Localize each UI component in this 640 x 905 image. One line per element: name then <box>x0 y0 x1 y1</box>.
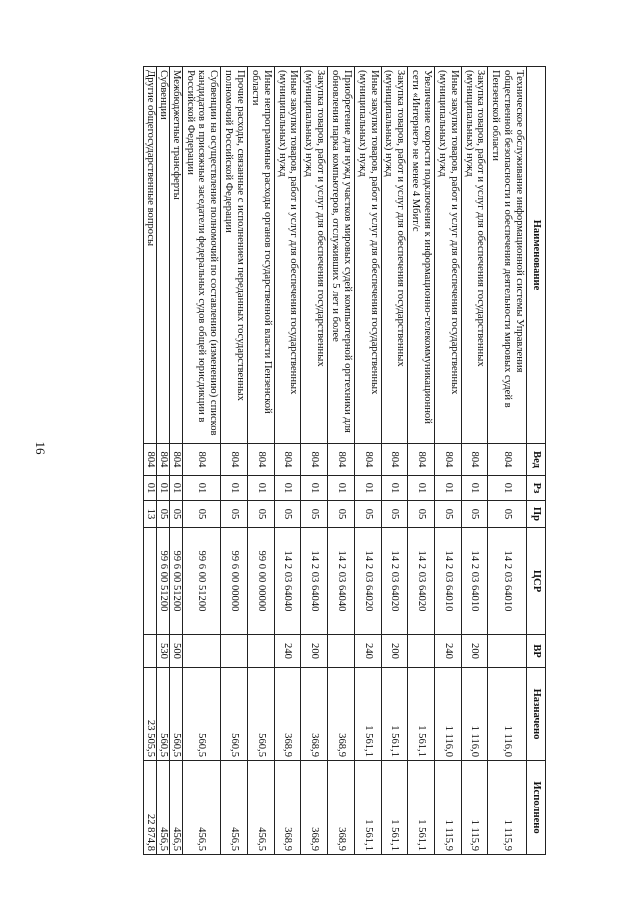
cell-ved: 804 <box>221 444 248 476</box>
cell-rz: 01 <box>328 476 355 501</box>
cell-assigned: 368,9 <box>301 668 328 761</box>
table-row <box>274 67 301 855</box>
cell-ved: 804 <box>156 444 169 476</box>
cell-pr: 05 <box>381 501 408 528</box>
table-row <box>381 67 408 855</box>
table-row <box>354 67 381 855</box>
cell-pr: 05 <box>408 501 435 528</box>
cell-rz: 01 <box>221 476 248 501</box>
cell-name: Межбюджетные трансферты <box>169 67 182 444</box>
cell-assigned: 560,5 <box>182 668 221 761</box>
table-row <box>301 67 328 855</box>
cell-ved: 804 <box>247 444 274 476</box>
cell-assigned: 560,5 <box>221 668 248 761</box>
cell-csr: 14 2 03 64010 <box>461 528 488 635</box>
cell-rz: 01 <box>144 476 157 501</box>
cell-csr: 14 2 03 64010 <box>434 528 461 635</box>
table-row <box>247 67 274 855</box>
cell-ved: 804 <box>182 444 221 476</box>
cell-executed: 456,5 <box>182 761 221 855</box>
cell-rz: 01 <box>182 476 221 501</box>
cell-vr: 200 <box>301 635 328 668</box>
header-rz: Рз <box>527 476 546 501</box>
cell-pr: 13 <box>144 501 157 528</box>
cell-executed: 1 115,9 <box>434 761 461 855</box>
cell-csr: 99 6 00 51200 <box>169 528 182 635</box>
cell-assigned: 1 116,0 <box>461 668 488 761</box>
cell-executed: 1 115,9 <box>488 761 527 855</box>
cell-ved: 804 <box>381 444 408 476</box>
cell-rz: 01 <box>381 476 408 501</box>
cell-csr: 99 6 00 51200 <box>156 528 169 635</box>
cell-assigned: 1 561,1 <box>408 668 435 761</box>
rotated-table-container <box>80 66 546 854</box>
cell-name: Техническое обслуживание информационной системы Управления общественной безопасности и обеспечения деятельности мировых судей в Пензенской области <box>488 67 527 444</box>
cell-assigned: 560,5 <box>156 668 169 761</box>
rotated-table-frame <box>80 66 546 854</box>
cell-rz: 01 <box>301 476 328 501</box>
cell-csr: 99 6 00 00000 <box>221 528 248 635</box>
cell-rz: 01 <box>156 476 169 501</box>
header-executed: Исполнено <box>527 761 546 855</box>
cell-pr: 05 <box>328 501 355 528</box>
cell-name: Субвенции <box>156 67 169 444</box>
cell-assigned: 1 561,1 <box>354 668 381 761</box>
header-pr: Пр <box>527 501 546 528</box>
cell-name: Закупка товаров, работ и услуг для обеспечения государственных (муниципальных) нужд <box>461 67 488 444</box>
cell-ved: 804 <box>354 444 381 476</box>
cell-pr: 05 <box>434 501 461 528</box>
cell-ved: 804 <box>488 444 527 476</box>
page-number: 16 <box>33 441 48 455</box>
table-row <box>488 67 527 855</box>
cell-vr: 240 <box>434 635 461 668</box>
cell-ved: 804 <box>301 444 328 476</box>
cell-pr: 05 <box>182 501 221 528</box>
cell-executed: 1 561,1 <box>354 761 381 855</box>
cell-vr <box>488 635 527 668</box>
cell-rz: 01 <box>488 476 527 501</box>
cell-pr: 05 <box>274 501 301 528</box>
cell-ved: 804 <box>144 444 157 476</box>
cell-vr <box>144 635 157 668</box>
cell-csr: 14 2 03 64040 <box>301 528 328 635</box>
cell-executed: 1 561,1 <box>408 761 435 855</box>
cell-name: Приобретение для нужд участков мировых судей компьютерной оргтехники для обновления парка компьютеров, отслуживших 5 лет и более <box>328 67 355 444</box>
table-header-row <box>527 67 546 855</box>
table-row <box>169 67 182 855</box>
cell-name: Иные закупки товаров, работ и услуг для обеспечения государственных (муниципальных) нужд <box>274 67 301 444</box>
cell-ved: 804 <box>408 444 435 476</box>
cell-name: Иные закупки товаров, работ и услуг для обеспечения государственных (муниципальных) нужд <box>354 67 381 444</box>
header-assigned: Назначено <box>527 668 546 761</box>
cell-csr: 14 2 03 64020 <box>408 528 435 635</box>
cell-rz: 01 <box>354 476 381 501</box>
table-row <box>328 67 355 855</box>
cell-assigned: 1 116,0 <box>488 668 527 761</box>
cell-vr: 200 <box>461 635 488 668</box>
cell-csr: 14 2 03 64020 <box>354 528 381 635</box>
cell-executed: 368,9 <box>301 761 328 855</box>
cell-rz: 01 <box>408 476 435 501</box>
cell-executed: 1 115,9 <box>461 761 488 855</box>
cell-vr: 200 <box>381 635 408 668</box>
cell-name: Увеличение скорости подключения к информационно-телекоммуникационной сети «Интернет» не менее 4 Мбит/с <box>408 67 435 444</box>
cell-executed: 456,5 <box>221 761 248 855</box>
cell-csr: 99 0 00 00000 <box>247 528 274 635</box>
cell-assigned: 368,9 <box>328 668 355 761</box>
table-row <box>182 67 221 855</box>
table-row <box>221 67 248 855</box>
cell-ved: 804 <box>169 444 182 476</box>
header-ved: Вед <box>527 444 546 476</box>
budget-table <box>143 66 546 855</box>
cell-csr: 14 2 03 64020 <box>381 528 408 635</box>
cell-vr: 240 <box>274 635 301 668</box>
cell-csr <box>144 528 157 635</box>
cell-vr <box>408 635 435 668</box>
cell-executed: 22 874,8 <box>144 761 157 855</box>
header-vr: ВР <box>527 635 546 668</box>
cell-ved: 804 <box>328 444 355 476</box>
cell-assigned: 23 505,5 <box>144 668 157 761</box>
cell-csr: 14 2 03 64040 <box>328 528 355 635</box>
cell-ved: 804 <box>434 444 461 476</box>
cell-vr: 530 <box>156 635 169 668</box>
cell-vr <box>182 635 221 668</box>
cell-pr: 05 <box>488 501 527 528</box>
cell-pr: 05 <box>221 501 248 528</box>
cell-name: Прочие расходы, связанные с исполнением переданных государственных полномочий Российской Федерации <box>221 67 248 444</box>
cell-executed: 456,5 <box>169 761 182 855</box>
cell-executed: 368,9 <box>328 761 355 855</box>
cell-rz: 01 <box>461 476 488 501</box>
cell-csr: 99 6 00 51200 <box>182 528 221 635</box>
cell-csr: 14 2 03 64010 <box>488 528 527 635</box>
cell-pr: 05 <box>247 501 274 528</box>
cell-vr <box>328 635 355 668</box>
table-row <box>461 67 488 855</box>
cell-rz: 01 <box>434 476 461 501</box>
cell-ved: 804 <box>461 444 488 476</box>
cell-csr: 14 2 03 64040 <box>274 528 301 635</box>
cell-executed: 456,5 <box>156 761 169 855</box>
table-row <box>144 67 157 855</box>
table-row <box>434 67 461 855</box>
cell-pr: 05 <box>461 501 488 528</box>
cell-pr: 05 <box>354 501 381 528</box>
cell-name: Закупка товаров, работ и услуг для обеспечения государственных (муниципальных) нужд <box>301 67 328 444</box>
cell-pr: 05 <box>301 501 328 528</box>
cell-name: Другие общегосударственные вопросы <box>144 67 157 444</box>
cell-vr <box>247 635 274 668</box>
cell-vr: 240 <box>354 635 381 668</box>
cell-vr: 500 <box>169 635 182 668</box>
cell-name: Иные непрограммные расходы органов государственной власти Пензенской области <box>247 67 274 444</box>
cell-executed: 1 561,1 <box>381 761 408 855</box>
cell-ved: 804 <box>274 444 301 476</box>
table-row <box>408 67 435 855</box>
cell-assigned: 1 561,1 <box>381 668 408 761</box>
cell-vr <box>221 635 248 668</box>
header-name: Наименование <box>527 67 546 444</box>
cell-assigned: 560,5 <box>247 668 274 761</box>
cell-name: Субвенции на осуществление полномочий по составлению (изменению) списков кандидатов в присяжные заседатели федеральных судов общей юрисдикции в Российской Федерации <box>182 67 221 444</box>
table-row <box>156 67 169 855</box>
cell-executed: 368,9 <box>274 761 301 855</box>
cell-pr: 05 <box>156 501 169 528</box>
cell-pr: 05 <box>169 501 182 528</box>
cell-assigned: 560,5 <box>169 668 182 761</box>
cell-rz: 01 <box>247 476 274 501</box>
cell-executed: 456,5 <box>247 761 274 855</box>
cell-assigned: 368,9 <box>274 668 301 761</box>
header-csr: ЦСР <box>527 528 546 635</box>
cell-name: Закупка товаров, работ и услуг для обеспечения государственных (муниципальных) нужд <box>381 67 408 444</box>
cell-name: Иные закупки товаров, работ и услуг для обеспечения государственных (муниципальных) нужд <box>434 67 461 444</box>
cell-rz: 01 <box>169 476 182 501</box>
cell-assigned: 1 116,0 <box>434 668 461 761</box>
cell-rz: 01 <box>274 476 301 501</box>
